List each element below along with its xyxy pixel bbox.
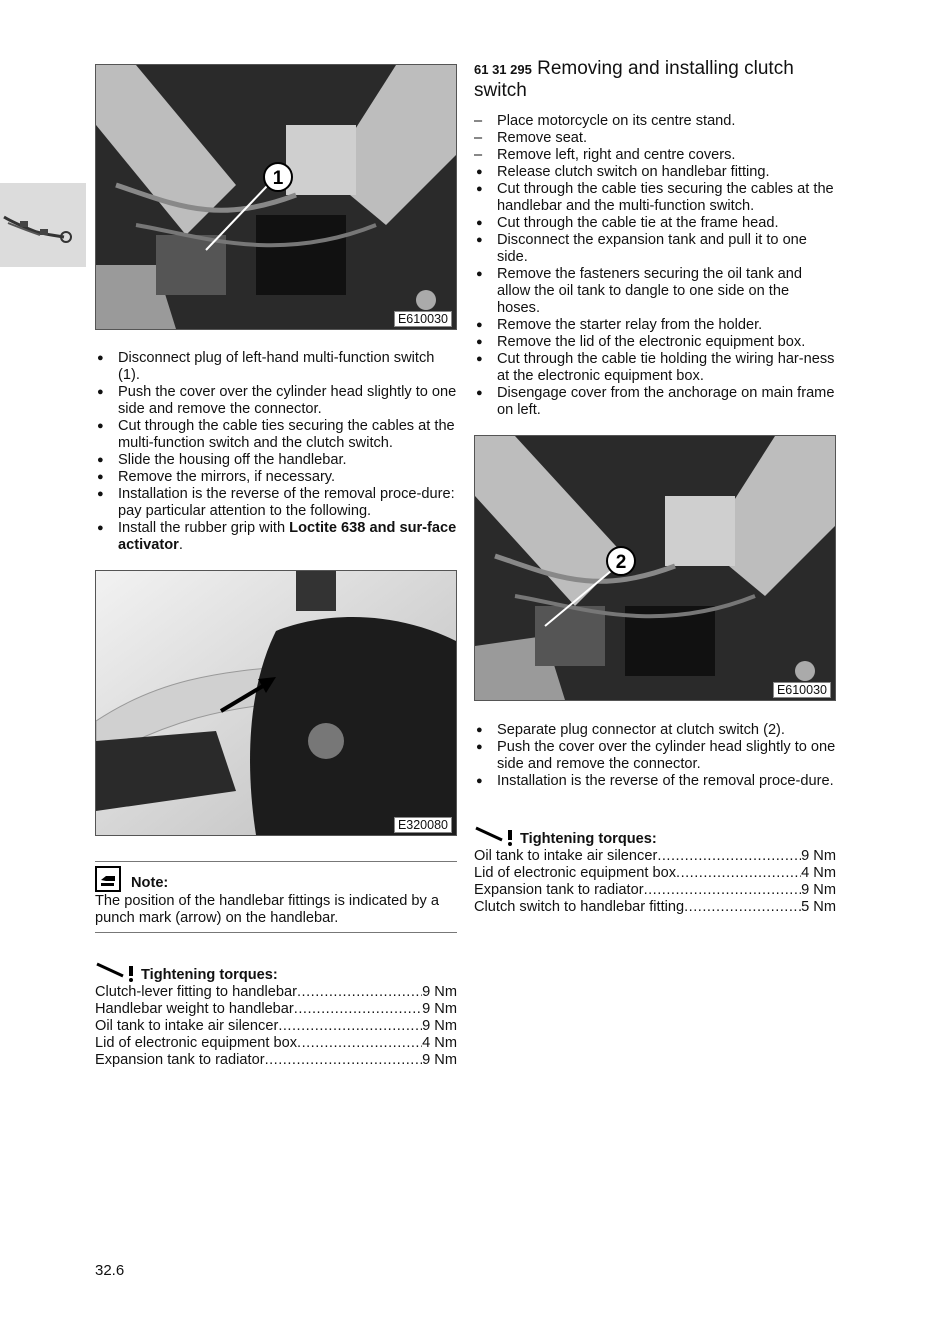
list-item: ● Cut through the cable tie holding the wiring har-ness at the electronic equipment box. (474, 351, 836, 385)
photo-caption: E320080 (394, 817, 452, 833)
photo-caption: E610030 (394, 311, 452, 327)
list-item: ● Cut through the cable ties securing the cables at the handlebar and the multi-function switch. (474, 181, 836, 215)
right-instructions-2 (474, 722, 836, 790)
photo-caption: E610030 (773, 682, 831, 698)
section-title: Removing and installing clutch switch (474, 58, 794, 101)
list-item: ● Release clutch switch on handlebar fitting. (474, 164, 836, 181)
section-code: 61 31 295 (474, 62, 532, 77)
list-item: ● Push the cover over the cylinder head slightly to one side and remove the connector. (474, 739, 836, 773)
note-title: Note: (131, 875, 169, 891)
left-instructions (95, 350, 457, 554)
handlebar-photo (95, 570, 457, 836)
note-text: The position of the handlebar fittings is indicated by a punch mark (arrow) on the handlebar. (95, 893, 439, 926)
torques-right (474, 824, 836, 916)
torque-wrench-icon (95, 960, 139, 984)
list-item: ● Cut through the cable ties securing the cables at the multi-function switch and the clutch switch. (95, 418, 457, 452)
list-item: ● Slide the housing off the handlebar. (95, 452, 457, 469)
callout-marker-1: 1 (272, 168, 284, 189)
list-item: ● Install the rubber grip with Loctite 638 and sur-face activator. (95, 520, 457, 554)
list-item: ● Disconnect the expansion tank and pull it to one side. (474, 232, 836, 266)
torque-row: Handlebar weight to handlebar ..... 9 Nm (95, 1001, 457, 1018)
list-item: ● Remove the starter relay from the holder. (474, 317, 836, 334)
list-item: ● Push the cover over the cylinder head slightly to one side and remove the connector. (95, 384, 457, 418)
list-item: ● Disconnect plug of left-hand multi-function switch (1). (95, 350, 457, 384)
torque-row: Lid of electronic equipment box ..... 4 Nm (95, 1035, 457, 1052)
list-item: ● Remove the fasteners securing the oil tank and allow the oil tank to dangle to one side on the hoses. (474, 266, 836, 317)
torque-row: Expansion tank to radiator ..... 9 Nm (95, 1052, 457, 1069)
list-item: – Remove left, right and centre covers. (474, 147, 836, 164)
electronics-photo-1 (95, 64, 457, 330)
section-heading (474, 58, 844, 101)
callout-marker-2: 2 (615, 552, 627, 573)
note-box (95, 861, 457, 933)
torque-row: Oil tank to intake air silencer ..... 9 Nm (474, 848, 836, 865)
loctite-spec: Loctite 638 and sur-face activator (118, 520, 457, 553)
torque-row: Clutch-lever fitting to handlebar ..... 9 Nm (95, 984, 457, 1001)
torques-title: Tightening torques: (520, 831, 657, 847)
list-item: ● Remove the mirrors, if necessary. (95, 469, 457, 486)
list-item: ● Separate plug connector at clutch switch (2). (474, 722, 836, 739)
list-item: ● Remove the lid of the electronic equipment box. (474, 334, 836, 351)
right-instructions (474, 113, 836, 419)
electronics-photo-2 (474, 435, 836, 701)
list-item: ● Installation is the reverse of the removal proce-dure. (474, 773, 836, 790)
torque-row: Lid of electronic equipment box ..... 4 Nm (474, 865, 836, 882)
torque-row: Oil tank to intake air silencer ..... 9 Nm (95, 1018, 457, 1035)
list-item: ● Cut through the cable tie at the frame head. (474, 215, 836, 232)
torque-wrench-icon (474, 824, 518, 848)
chapter-tab (0, 183, 86, 267)
list-item: – Remove seat. (474, 130, 836, 147)
list-item: ● Disengage cover from the anchorage on main frame on left. (474, 385, 836, 419)
list-item: – Place motorcycle on its centre stand. (474, 113, 836, 130)
torques-title: Tightening torques: (141, 967, 278, 983)
note-icon (95, 866, 123, 892)
torques-left (95, 960, 457, 1069)
torque-row: Clutch switch to handlebar fitting ..... 5 Nm (474, 899, 836, 916)
torque-row: Expansion tank to radiator ..... 9 Nm (474, 882, 836, 899)
list-item: ● Installation is the reverse of the removal proce-dure: pay particular attention to the following. (95, 486, 457, 520)
wiring-harness-icon (0, 197, 86, 257)
page-number: 32.6 (95, 1262, 125, 1279)
